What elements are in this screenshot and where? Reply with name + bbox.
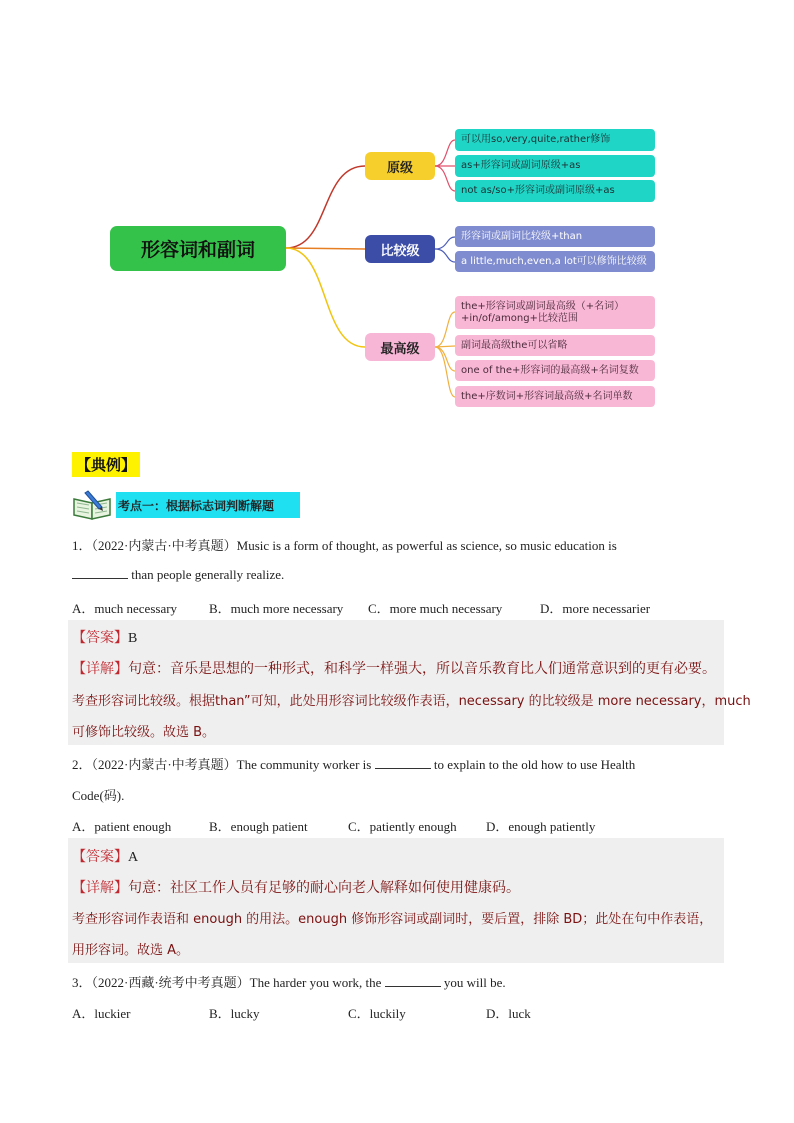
question-1-text: 1．（2022·内蒙古·中考真题）Music is a form of thought, as powerful as science, so music education is [72, 538, 617, 553]
detail-2-line2: 考查形容词作表语和 enough 的用法。enough 修饰形容词或副词时，要后置，排除 BD；此处在句中作表语， [72, 912, 713, 927]
answer-1 [72, 627, 137, 647]
leaf-node: the+序数词+形容词最高级+名词单数 [455, 386, 655, 407]
option-c: C．more much necessary [368, 601, 503, 616]
option-d: D．luck [486, 1006, 531, 1021]
detail-tag: 【详解】 [72, 661, 128, 677]
option-d: D．more necessarier [540, 601, 651, 616]
question-2-head: 2．（2022·内蒙古·中考真题）The community worker is [72, 757, 375, 772]
question-2-text [72, 754, 635, 773]
detail-2-line3: 用形容词。故选 A。 [72, 943, 190, 958]
option-a: A．much necessary [72, 601, 178, 616]
keypoint-banner [72, 489, 300, 521]
answer-value: B [128, 631, 138, 646]
option-b: B．enough patient [209, 819, 308, 834]
option-a: A．luckier [72, 1006, 131, 1021]
option-b: B．much more necessary [209, 601, 344, 616]
leaf-node: as+形容词或副词原级+as [455, 155, 655, 177]
detail-text: 句意：社区工作人员有足够的耐心向老人解释如何使用健康码。 [128, 880, 520, 896]
leaf-node: the+形容词或副词最高级（+名词）+in/of/among+比较范围 [455, 296, 655, 329]
answer-value: A [128, 850, 139, 865]
answer-tag: 【答案】 [72, 849, 128, 865]
mind-map-connectors [0, 0, 794, 430]
detail-tag: 【详解】 [72, 880, 128, 896]
answer-tag: 【答案】 [72, 630, 128, 646]
answer-2 [72, 846, 138, 866]
question-2-tail: to explain to the old how to use Health [430, 757, 636, 772]
keypoint-label: 考点一：根据标志词判断解题 [116, 492, 300, 518]
answer-blank [72, 568, 128, 579]
detail-2 [72, 877, 520, 897]
leaf-node: 副词最高级the可以省略 [455, 335, 655, 356]
book-pencil-icon [72, 489, 116, 521]
leaf-node: not as/so+形容词或副词原级+as [455, 180, 655, 202]
answer-blank [375, 758, 431, 769]
detail-text: 句意：音乐是思想的一种形式，和科学一样强大，所以音乐教育比人们通常意识到的更有必要。 [128, 661, 716, 677]
answer-blank [385, 976, 441, 987]
branch-positive-degree: 原级 [365, 152, 435, 180]
question-1-text-cont [72, 567, 284, 583]
section-heading: 【典例】 [72, 452, 140, 477]
leaf-node: 可以用so,very,quite,rather修饰 [455, 129, 655, 151]
option-b: B．lucky [209, 1006, 260, 1021]
mind-map [0, 0, 794, 430]
mindmap-root: 形容词和副词 [110, 226, 286, 271]
branch-comparative: 比较级 [365, 235, 435, 263]
question-1-tail: than people generally realize. [128, 567, 285, 582]
question-3-text [72, 972, 506, 991]
leaf-node: 形容词或副词比较级+than [455, 226, 655, 247]
detail-1-line3: 可修饰比较级。故选 B。 [72, 725, 216, 740]
option-d: D．enough patiently [486, 819, 596, 834]
leaf-node: one of the+形容词的最高级+名词复数 [455, 360, 655, 381]
option-c: C．luckily [348, 1006, 406, 1021]
leaf-node: a little,much,even,a lot可以修饰比较级 [455, 251, 655, 272]
branch-superlative: 最高级 [365, 333, 435, 361]
detail-1 [72, 658, 716, 678]
detail-1-line2: 考查形容词比较级。根据than”可知，此处用形容词比较级作表语，necessary 的比较级是 more necessary，much [72, 694, 751, 709]
question-2-text-cont: Code(码). [72, 788, 125, 803]
question-3-head: 3．（2022·西藏·统考中考真题）The harder you work, the [72, 975, 385, 990]
option-c: C．patiently enough [348, 819, 457, 834]
question-3-tail: you will be. [440, 975, 506, 990]
option-a: A．patient enough [72, 819, 172, 834]
